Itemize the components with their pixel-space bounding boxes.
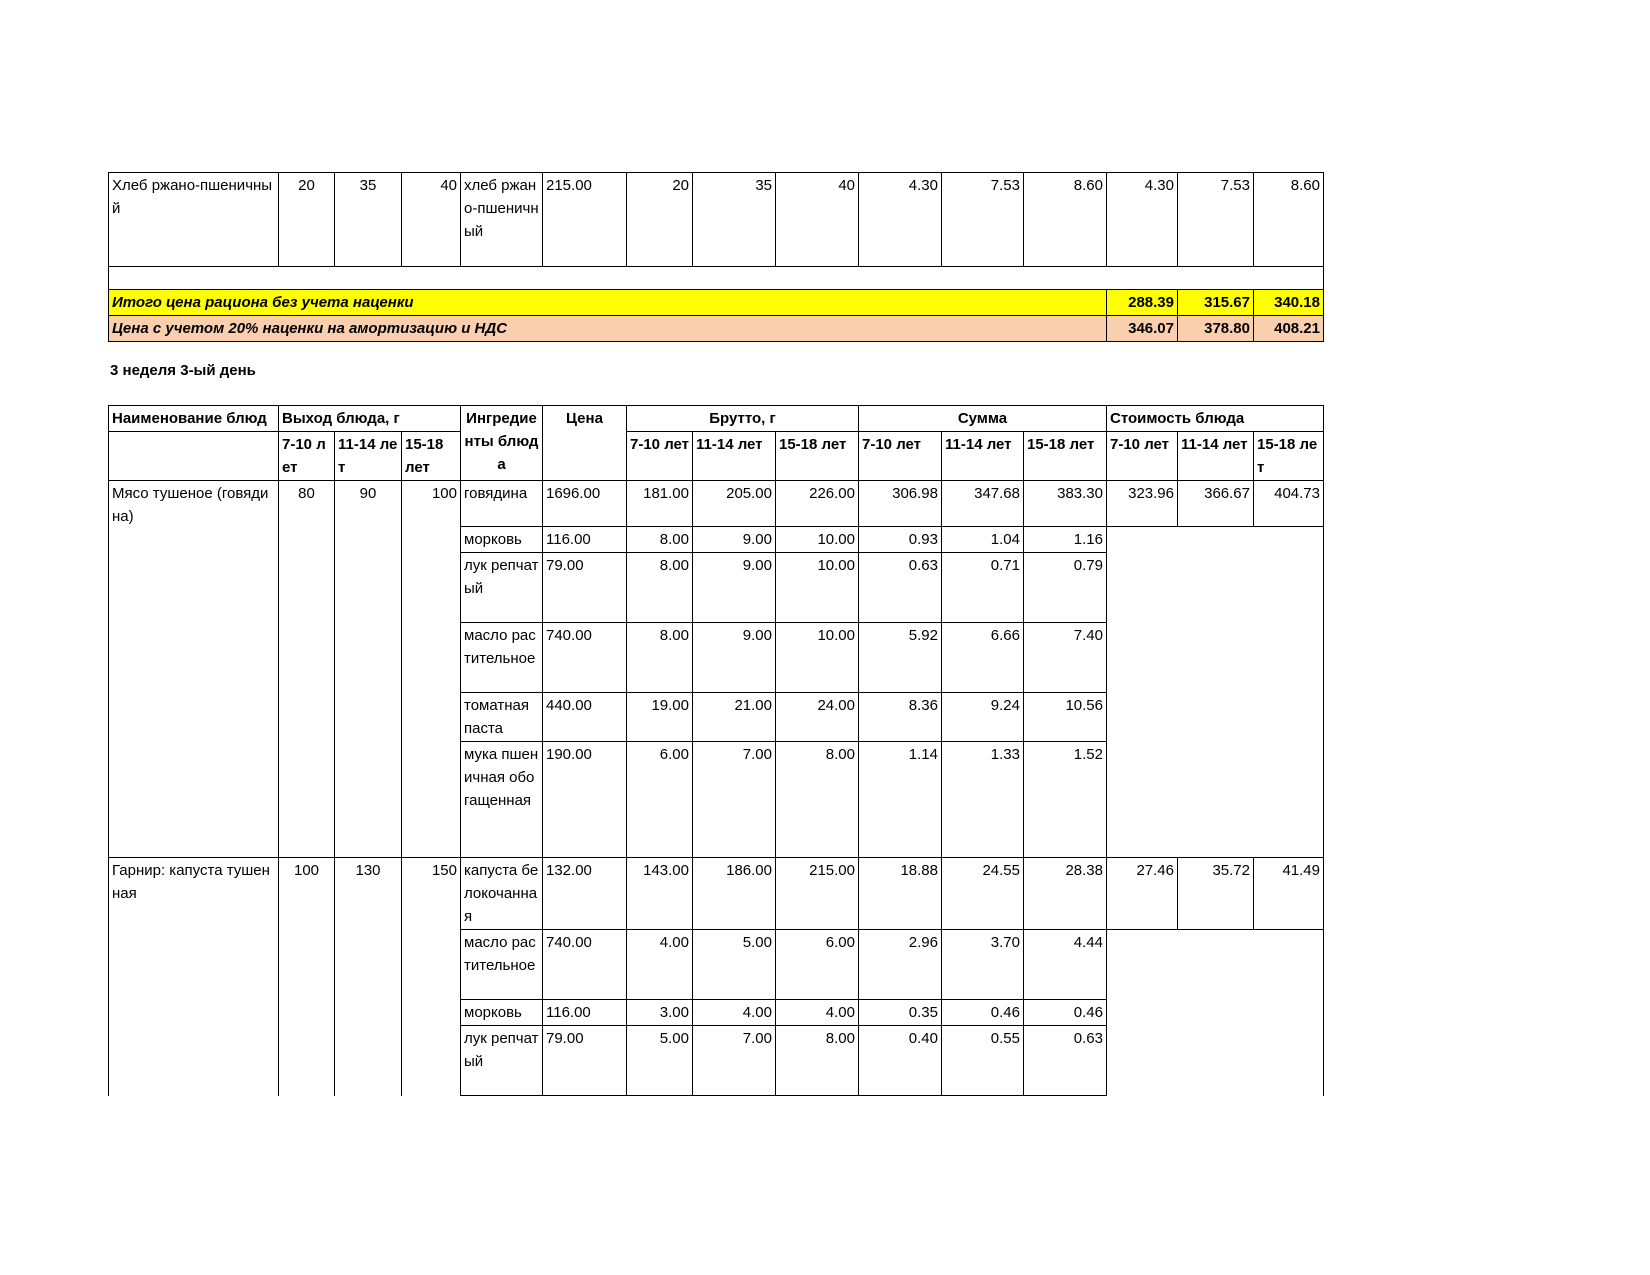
brutto-15-18-cell: 8.00: [776, 742, 859, 858]
markup-row: [109, 316, 1324, 342]
subheader-row: [109, 432, 1324, 481]
sum-15-18-cell: 0.79: [1024, 553, 1107, 623]
sum-11-14-cell: 1.33: [942, 742, 1024, 858]
ingredient-cell: лук репчатый: [461, 1026, 543, 1096]
sum-15-18-cell: 0.46: [1024, 1000, 1107, 1026]
price-cell: 1696.00: [543, 481, 627, 527]
output-11-14-cell: 130: [335, 858, 402, 1096]
brutto-15-18-cell: 24.00: [776, 693, 859, 742]
brutto-11-14-cell: 205.00: [693, 481, 776, 527]
sum-15-18-cell: 383.30: [1024, 481, 1107, 527]
output-15-18-cell: 40: [402, 173, 461, 267]
brutto-7-10-cell: 143.00: [627, 858, 693, 930]
sum-7-10-cell: 306.98: [859, 481, 942, 527]
sum-15-18-cell: 1.52: [1024, 742, 1107, 858]
markup-15-18: 408.21: [1254, 316, 1324, 342]
brutto-11-14-cell: 4.00: [693, 1000, 776, 1026]
brutto-11-14-cell: 7.00: [693, 1026, 776, 1096]
sum-7-10-cell: 2.96: [859, 930, 942, 1000]
cost-11-14-cell: 366.67: [1178, 481, 1254, 527]
cost-15-18-cell: 41.49: [1254, 858, 1324, 930]
ingredient-cell: морковь: [461, 527, 543, 553]
header-row: [109, 406, 1324, 432]
header-brutto-15-18: 15-18 лет: [776, 432, 859, 481]
previous-day-table: [108, 172, 1324, 342]
output-11-14-cell: 35: [335, 173, 402, 267]
sum-7-10-cell: 18.88: [859, 858, 942, 930]
header-brutto: Брутто, г: [627, 406, 859, 432]
sum-15-18-cell: 28.38: [1024, 858, 1107, 930]
brutto-15-18-cell: 10.00: [776, 553, 859, 623]
sum-11-14-cell: 0.46: [942, 1000, 1024, 1026]
ingredient-cell: говядина: [461, 481, 543, 527]
price-cell: 116.00: [543, 527, 627, 553]
sum-11-14-cell: 9.24: [942, 693, 1024, 742]
output-7-10-cell: 100: [279, 858, 335, 1096]
cost-empty-cell: [1107, 527, 1324, 858]
brutto-11-14-cell: 7.00: [693, 742, 776, 858]
brutto-11-14-cell: 5.00: [693, 930, 776, 1000]
price-cell: 440.00: [543, 693, 627, 742]
output-15-18-cell: 100: [402, 481, 461, 858]
sum-15-18-cell: 4.44: [1024, 930, 1107, 1000]
sum-7-10-cell: 1.14: [859, 742, 942, 858]
brutto-15-18-cell: 8.00: [776, 1026, 859, 1096]
brutto-11-14-cell: 186.00: [693, 858, 776, 930]
header-cost-11-14: 11-14 лет: [1178, 432, 1254, 481]
header-brutto-7-10: 7-10 лет: [627, 432, 693, 481]
header-empty: [109, 432, 279, 481]
brutto-7-10-cell: 19.00: [627, 693, 693, 742]
header-cost: Стоимость блюда: [1107, 406, 1324, 432]
brutto-7-10-cell: 4.00: [627, 930, 693, 1000]
header-brutto-11-14: 11-14 лет: [693, 432, 776, 481]
cost-11-14-cell: 7.53: [1178, 173, 1254, 267]
header-out-7-10: 7-10 лет: [279, 432, 335, 481]
brutto-15-18-cell: 226.00: [776, 481, 859, 527]
cost-7-10-cell: 4.30: [1107, 173, 1178, 267]
price-cell: 740.00: [543, 930, 627, 1000]
total-15-18: 340.18: [1254, 290, 1324, 316]
brutto-7-10-cell: 8.00: [627, 623, 693, 693]
sum-7-10-cell: 0.63: [859, 553, 942, 623]
price-cell: 740.00: [543, 623, 627, 693]
brutto-7-10-cell: 181.00: [627, 481, 693, 527]
total-7-10: 288.39: [1107, 290, 1178, 316]
sum-11-14-cell: 7.53: [942, 173, 1024, 267]
brutto-15-18-cell: 6.00: [776, 930, 859, 1000]
ingredient-cell: хлеб ржано-пшеничный: [461, 173, 543, 267]
brutto-7-10-cell: 6.00: [627, 742, 693, 858]
ingredient-cell: мука пшеничная обогащенная: [461, 742, 543, 858]
header-cost-15-18: 15-18 лет: [1254, 432, 1324, 481]
brutto-15-18-cell: 10.00: [776, 623, 859, 693]
brutto-11-14-cell: 9.00: [693, 527, 776, 553]
empty-row: [109, 267, 1324, 290]
cost-11-14-cell: 35.72: [1178, 858, 1254, 930]
cost-7-10-cell: 323.96: [1107, 481, 1178, 527]
sum-11-14-cell: 3.70: [942, 930, 1024, 1000]
ingredient-row: [109, 858, 1324, 930]
sum-11-14-cell: 347.68: [942, 481, 1024, 527]
cost-empty-cell: [1107, 930, 1324, 1096]
brutto-11-14-cell: 9.00: [693, 553, 776, 623]
sum-7-10-cell: 0.93: [859, 527, 942, 553]
ingredient-cell: морковь: [461, 1000, 543, 1026]
markup-7-10: 346.07: [1107, 316, 1178, 342]
brutto-7-10-cell: 8.00: [627, 553, 693, 623]
header-sum: Сумма: [859, 406, 1107, 432]
header-sum-15-18: 15-18 лет: [1024, 432, 1107, 481]
empty-cell: [109, 267, 1324, 290]
ingredient-row: [109, 481, 1324, 527]
brutto-7-10-cell: 8.00: [627, 527, 693, 553]
ingredient-cell: капуста белокочанная: [461, 858, 543, 930]
cost-15-18-cell: 8.60: [1254, 173, 1324, 267]
ingredient-cell: масло растительное: [461, 930, 543, 1000]
markup-11-14: 378.80: [1178, 316, 1254, 342]
total-label: Итого цена рациона без учета наценки: [109, 290, 1107, 316]
output-11-14-cell: 90: [335, 481, 402, 858]
header-out-15-18: 15-18 лет: [402, 432, 461, 481]
brutto-15-18-cell: 10.00: [776, 527, 859, 553]
header-sum-7-10: 7-10 лет: [859, 432, 942, 481]
header-ingredients: Ингредиенты блюда: [461, 406, 543, 481]
header-sum-11-14: 11-14 лет: [942, 432, 1024, 481]
brutto-7-10-cell: 3.00: [627, 1000, 693, 1026]
cost-7-10-cell: 27.46: [1107, 858, 1178, 930]
brutto-11-14-cell: 35: [693, 173, 776, 267]
sum-7-10-cell: 5.92: [859, 623, 942, 693]
brutto-15-18-cell: 215.00: [776, 858, 859, 930]
sum-15-18-cell: 1.16: [1024, 527, 1107, 553]
price-cell: 215.00: [543, 173, 627, 267]
header-dish-name: Наименование блюд: [109, 406, 279, 432]
sum-15-18-cell: 7.40: [1024, 623, 1107, 693]
sum-7-10-cell: 8.36: [859, 693, 942, 742]
total-11-14: 315.67: [1178, 290, 1254, 316]
sum-11-14-cell: 24.55: [942, 858, 1024, 930]
price-cell: 190.00: [543, 742, 627, 858]
sum-15-18-cell: 0.63: [1024, 1026, 1107, 1096]
sum-15-18-cell: 10.56: [1024, 693, 1107, 742]
price-cell: 116.00: [543, 1000, 627, 1026]
dish-name-cell: Гарнир: капуста тушенная: [109, 858, 279, 1096]
header-out-11-14: 11-14 лет: [335, 432, 402, 481]
brutto-15-18-cell: 4.00: [776, 1000, 859, 1026]
sum-15-18-cell: 8.60: [1024, 173, 1107, 267]
brutto-7-10-cell: 5.00: [627, 1026, 693, 1096]
ingredient-cell: масло растительное: [461, 623, 543, 693]
ingredient-cell: томатная паста: [461, 693, 543, 742]
total-row: [109, 290, 1324, 316]
dish-name-cell: Мясо тушеное (говядина): [109, 481, 279, 858]
ingredient-cell: лук репчатый: [461, 553, 543, 623]
price-cell: 132.00: [543, 858, 627, 930]
price-cell: 79.00: [543, 553, 627, 623]
header-cost-7-10: 7-10 лет: [1107, 432, 1178, 481]
header-price: Цена: [543, 406, 627, 481]
sum-11-14-cell: 1.04: [942, 527, 1024, 553]
sum-11-14-cell: 0.55: [942, 1026, 1024, 1096]
output-7-10-cell: 20: [279, 173, 335, 267]
markup-label: Цена с учетом 20% наценки на амортизацию и НДС: [109, 316, 1107, 342]
sum-7-10-cell: 4.30: [859, 173, 942, 267]
cost-15-18-cell: 404.73: [1254, 481, 1324, 527]
brutto-11-14-cell: 9.00: [693, 623, 776, 693]
week-day-title: 3 неделя 3-ый день: [110, 362, 256, 379]
sum-7-10-cell: 0.40: [859, 1026, 942, 1096]
brutto-15-18-cell: 40: [776, 173, 859, 267]
menu-table: [108, 405, 1324, 1096]
dish-name-cell: Хлеб ржано-пшеничный: [109, 173, 279, 267]
brutto-11-14-cell: 21.00: [693, 693, 776, 742]
table-row: [109, 173, 1324, 267]
menu-table-body: [109, 406, 1324, 1096]
output-15-18-cell: 150: [402, 858, 461, 1096]
brutto-7-10-cell: 20: [627, 173, 693, 267]
sum-11-14-cell: 0.71: [942, 553, 1024, 623]
sum-7-10-cell: 0.35: [859, 1000, 942, 1026]
price-cell: 79.00: [543, 1026, 627, 1096]
sum-11-14-cell: 6.66: [942, 623, 1024, 693]
output-7-10-cell: 80: [279, 481, 335, 858]
header-output: Выход блюда, г: [279, 406, 461, 432]
